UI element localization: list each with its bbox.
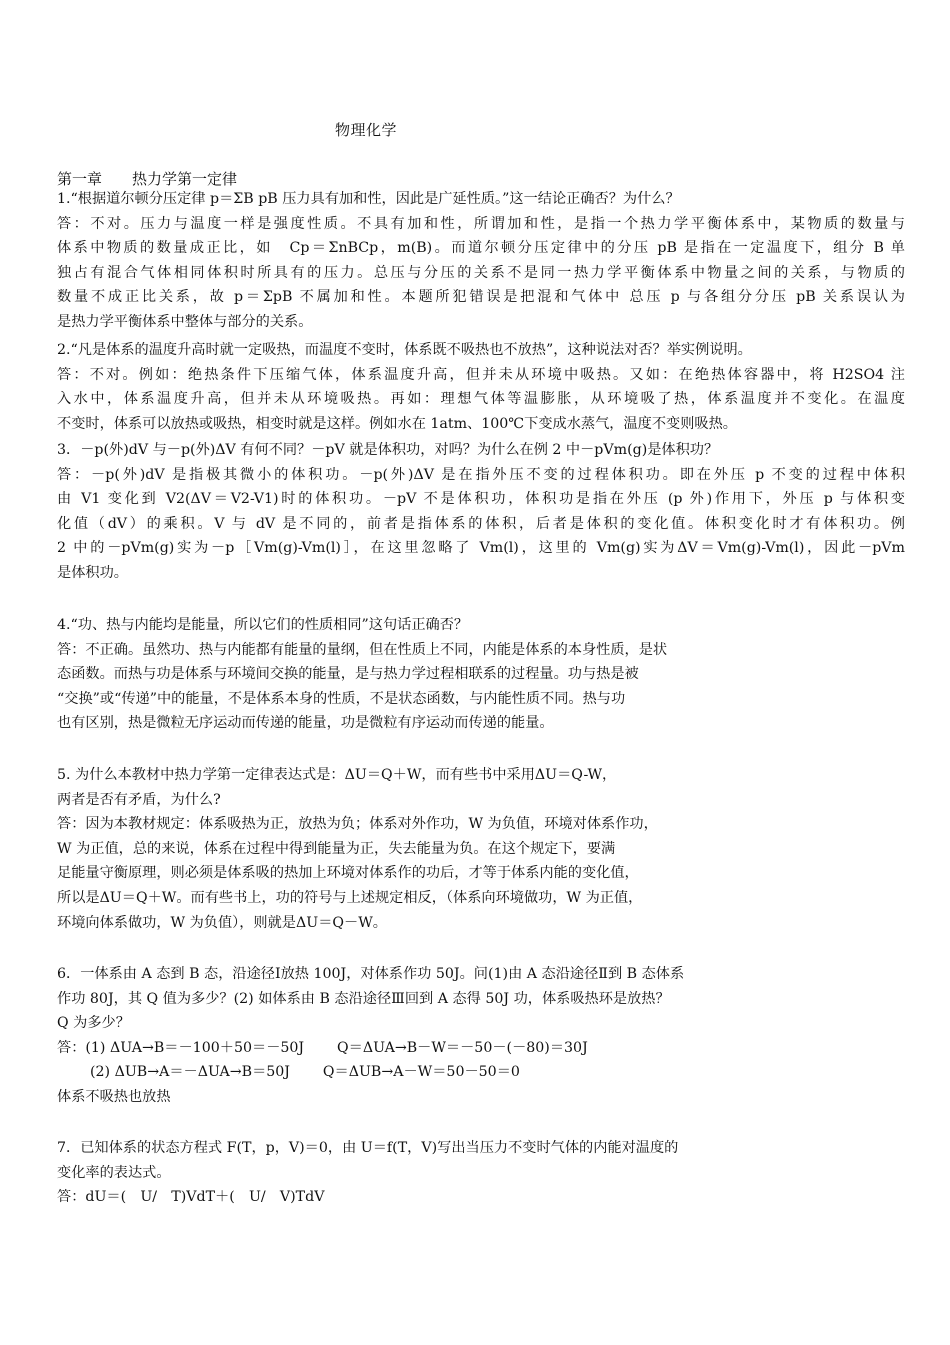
answer-line: W 为正值，总的来说，体系在过程中得到能量为正，失去能量为负。在这个规定下，要满 (57, 840, 616, 857)
answer-line: 是热力学平衡体系中整体与部分的关系。 (57, 313, 313, 330)
question-6 (57, 962, 684, 1110)
answer-line: 数量不成正比关系，故 p＝ΣpB 不属加和性。本题所犯错误是把混和气体中 总压 p 与各组分分压 pB 关系误认为 (57, 289, 905, 306)
question-6-text: Q 为多少？ (57, 1015, 130, 1032)
answer-line: 体系中物质的数量成正比，如 Cp＝ΣnBCp，m(B)。而道尔顿分压定律中的分压 pB 是指在一定温度下，组分 B 单 (57, 240, 905, 257)
question-4-text: 4.“功、热与内能均是能量，所以它们的性质相同”这句话正确否？ (57, 617, 469, 633)
question-5 (57, 763, 658, 935)
answer-line: 独占有混合气体相同体积时所具有的压力。总压与分压的关系不是同一热力学平衡体系中物量之间的关系，与物质的 (57, 264, 905, 281)
answer-line: 答：dU＝( U/ T)VdT＋( U/ V)TdV (57, 1189, 325, 1206)
answer-line: 答：不对。压力与温度一样是强度性质。不具有加和性，所谓加和性，是指一个热力学平衡体系中，某物质的数量与 (57, 215, 905, 232)
answer-line: 答：－p(外)dV 是指极其微小的体积功。－p(外)ΔV 是在指外压不变的过程体积功。即在外压 p 不变的过程中体积 (57, 466, 905, 483)
answer-line: 2 中的－pVm(g)实为－p［Vm(g)-Vm(l)］，在这里忽略了 Vm(l)，这里的 Vm(g)实为ΔV＝Vm(g)-Vm(l)，因此－pVm (57, 540, 905, 557)
question-5-text: 5. 为什么本教材中热力学第一定律表达式是：ΔU＝Q＋W，而有些书中采用ΔU＝Q-W， (57, 767, 617, 783)
question-7 (57, 1136, 678, 1210)
answer-line: 由 V1 变化到 V2(ΔV＝V2-V1)时的体积功。－pV 不是体积功，体积功是指在外压 (p 外)作用下，外压 p 与体积变 (57, 491, 905, 508)
question-1 (57, 187, 905, 335)
question-5-text: 两者是否有矛盾，为什么? (57, 791, 221, 808)
answer-line: 答：不对。例如：绝热条件下压缩气体，体系温度升高，但并未从环境中吸热。又如：在绝热体容器中，将 H2SO4 注 (57, 366, 905, 383)
answer-line: 是体积功。 (57, 564, 128, 581)
answer-line: “交换”或“传递”中的能量，不是体系本身的性质，不是状态函数，与内能性质不同。热与功 (57, 690, 626, 707)
answer-line: 所以是ΔU＝Q＋W。而有些书上，功的符号与上述规定相反，（体系向环境做功，W 为正值， (57, 889, 643, 906)
question-7-text: 7．已知体系的状态方程式 F(T，p，V)＝0，由 U＝f(T，V)写出当压力不变时气体的内能对温度的 (57, 1140, 679, 1156)
question-7-text: 变化率的表达式。 (57, 1164, 171, 1181)
page-title: 物理化学 (335, 121, 398, 139)
answer-line: 答：(1) ΔUA→B＝－100＋50＝－50J Q＝ΔUA→B－W＝－50－(－80)＝30J (57, 1039, 588, 1056)
chapter-heading: 第一章 热力学第一定律 (57, 170, 238, 188)
answer-line: 答：不正确。虽然功、热与内能都有能量的量纲，但在性质上不同，内能是体系的本身性质，是状 (57, 641, 668, 658)
answer-line: (2) ΔUB→A＝－ΔUA→B＝50J Q＝ΔUB→A－W＝50－50＝0 (90, 1064, 520, 1081)
answer-conclusion: 体系不吸热也放热 (57, 1088, 171, 1105)
answer-line: 化值（dV）的乘积。V 与 dV 是不同的，前者是指体系的体积，后者是体积的变化值。体积变化时才有体积功。例 (57, 515, 905, 532)
question-3-text: 3．－p(外)dV 与－p(外)ΔV 有何不同？－pV 就是体积功，对吗？为什么在例 2 中－pVm(g)是体积功？ (57, 442, 719, 458)
answer-line: 也有区别，热是微粒无序运动而传递的能量，功是微粒有序运动而传递的能量。 (57, 715, 554, 732)
question-4 (57, 613, 667, 736)
answer-line: 入水中，体系温度升高，但并未从环境吸热。再如：理想气体等温膨胀，从环境吸了热，体系温度并不变化。在温度 (57, 391, 905, 408)
question-3 (57, 438, 905, 586)
question-1-text: 1.“根据道尔顿分压定律 p＝ΣB pB 压力具有加和性，因此是广延性质。”这一结论正确否？为什么？ (57, 191, 680, 207)
answer-line: 环境向体系做功，W 为负值），则就是ΔU＝Q－W。 (57, 914, 387, 931)
answer-line: 足能量守衡原理，则必须是体系吸的热加上环境对体系作的功后，才等于体系内能的变化值， (57, 865, 639, 882)
answer-line: 答：因为本教材规定：体系吸热为正，放热为负；体系对外作功，W 为负值，环境对体系作功， (57, 816, 658, 833)
question-6-text: 6．一体系由 A 态到 B 态，沿途径Ⅰ放热 100J，对体系作功 50J。问(1)由 A 态沿途径Ⅱ到 B 态体系 (57, 966, 685, 982)
question-2-text: 2.“凡是体系的温度升高时就一定吸热，而温度不变时，体系既不吸热也不放热”，这种说法对否？举实例说明。 (57, 342, 752, 358)
question-6-text: 作功 80J，其 Q 值为多少？(2) 如体系由 B 态沿途径Ⅲ回到 A 态得 50J 功，体系吸热环是放热？ (57, 990, 670, 1007)
answer-line: 态函数。而热与功是体系与环境间交换的能量，是与热力学过程相联系的过程量。功与热是被 (57, 666, 639, 683)
answer-line: 不变时，体系可以放热或吸热，相变时就是这样。例如水在 1atm、100℃下变成水蒸气，温度不变则吸热。 (57, 415, 737, 432)
question-2 (57, 338, 905, 436)
